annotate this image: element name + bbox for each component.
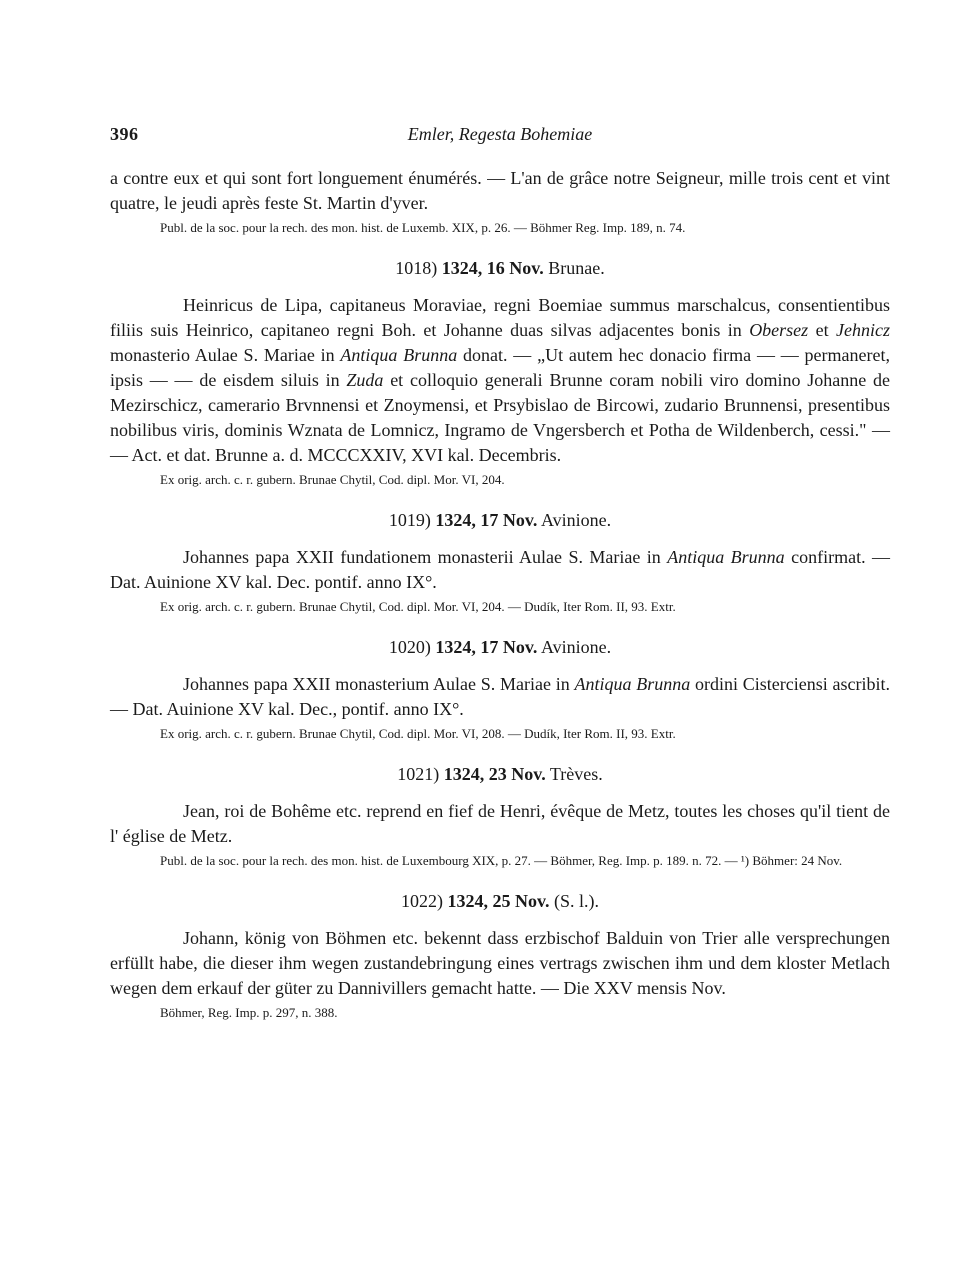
- entry-citation: Ex orig. arch. c. r. gubern. Brunae Chytil, Cod. dipl. Mor. VI, 204. — Dudík, Iter Rom. II, 93. Extr.: [160, 599, 676, 614]
- entry-text: [110, 799, 890, 849]
- page-number: 396: [110, 124, 139, 144]
- continuation-text: a contre eux et qui sont fort longuement énumérés. — L'an de grâce notre Seigneur, mille trois cent et vint quatre, le jeudi après feste St. Martin d'yver.: [110, 168, 890, 213]
- entry-text-part: confirmat. — Dat. Auinione XV kal. Dec. pontif. anno IX°.: [110, 547, 890, 592]
- regest-entry-1019: [110, 510, 890, 615]
- entry-text-part: et: [808, 320, 836, 340]
- regest-entry-1020: [110, 637, 890, 742]
- entry-text: [110, 926, 890, 1001]
- place-name-italic: Antiqua Brunna: [667, 547, 785, 567]
- entry-number: 1019): [388, 510, 431, 530]
- entry-citation: Ex orig. arch. c. r. gubern. Brunae Chytil, Cod. dipl. Mor. VI, 204.: [160, 472, 505, 487]
- regest-entry-1022: [110, 891, 890, 1021]
- place-name-italic: Obersez: [749, 320, 809, 340]
- entry-place: Avinione.: [540, 637, 612, 657]
- entry-text-part: Jean, roi de Bohême etc. reprend en fief de Henri, évêque de Metz, toutes les choses qu'il tient de l' église de Metz.: [110, 801, 890, 846]
- entry-date: 1324, 23 Nov.: [443, 764, 546, 784]
- entry-text: [110, 672, 890, 722]
- place-name-italic: Jehnicz: [836, 320, 890, 340]
- entry-text: [110, 293, 890, 468]
- entry-text: [110, 545, 890, 595]
- entry-text-part: et colloquio generali Brunne coram nobili viro domino Johanne de Mezirschicz, camerario Brvnnensi et Znoymensi, et Prsybislao de Bircowi, zudario Brunnensi, presentibus nobilibus viris, dominis Wznata de Lomnicz, Ingramo de Vngersberch et Potha de Wildenberch, cessi." — — Act. et dat. Brunne a. d. MCCCXXIV, XVI kal. Decembris.: [110, 370, 891, 465]
- entry-place: Trèves.: [549, 764, 603, 784]
- entry-text-part: Heinricus de Lipa, capitaneus Moraviae, regni Boemiae summus marschalcus, consentientibus filiis suis Heinrico, capitaneo regni Boh. et Johanne duas silvas adjacentes bonis in: [110, 295, 890, 340]
- entry-number: 1021): [397, 764, 440, 784]
- entry-text-part: Johann, könig von Böhmen etc. bekennt dass erzbischof Balduin von Trier alle versprechungen erfüllt habe, die dieser ihm wegen zustandebringung eines vertrags zwischen ihm und dem kloster Metlach wegen dem erkauf der güter zu Dannivillers gemacht hatte. — Die XXV mensis Nov.: [110, 928, 890, 998]
- entry-place: (S. l.).: [554, 891, 599, 911]
- entry-text-part: donat. — „Ut autem hec donacio firma — — permaneret, ipsis — — de eisdem siluis in: [110, 345, 890, 390]
- entry-heading: [110, 764, 890, 785]
- entry-date: 1324, 17 Nov.: [435, 637, 538, 657]
- entry-citation: Böhmer, Reg. Imp. p. 297, n. 388.: [160, 1005, 338, 1020]
- regest-entry-1018: [110, 258, 890, 488]
- document-page: [110, 122, 890, 1021]
- entry-number: 1022): [400, 891, 443, 911]
- running-title: Emler, Regesta Bohemiae: [407, 124, 593, 144]
- entry-heading: [110, 891, 890, 912]
- entry-citation: Ex orig. arch. c. r. gubern. Brunae Chytil, Cod. dipl. Mor. VI, 208. — Dudík, Iter Rom. II, 93. Extr.: [160, 726, 676, 741]
- entry-heading: [110, 510, 890, 531]
- entry-place: Avinione.: [540, 510, 612, 530]
- entry-number: 1020): [388, 637, 431, 657]
- entry-heading: [110, 258, 890, 279]
- entry-text-part: ordini Cisterciensi ascribit. — Dat. Auinione XV kal. Dec., pontif. anno IX°.: [110, 674, 890, 719]
- entry-date: 1324, 16 Nov.: [441, 258, 544, 278]
- entry-citation: Publ. de la soc. pour la rech. des mon. hist. de Luxembourg XIX, p. 27. — Böhmer, Reg. Imp. p. 189. n. 72. — ¹) Böhmer: 24 Nov.: [160, 853, 843, 868]
- entry-place: Brunae.: [548, 258, 605, 278]
- page-header: [110, 122, 890, 152]
- entry-text-part: Johannes papa XXII monasterium Aulae S. Mariae in: [183, 674, 575, 694]
- place-name-italic: Antiqua Brunna: [574, 674, 691, 694]
- place-name-italic: Antiqua Brunna: [340, 345, 458, 365]
- entry-heading: [110, 637, 890, 658]
- entry-date: 1324, 25 Nov.: [447, 891, 550, 911]
- entry-text-part: Johannes papa XXII fundationem monasterii Aulae S. Mariae in: [183, 547, 668, 567]
- place-name-italic: Zuda: [346, 370, 384, 390]
- regest-entry-1021: [110, 764, 890, 869]
- entry-number: 1018): [395, 258, 438, 278]
- entry-date: 1324, 17 Nov.: [435, 510, 538, 530]
- entry-text-part: monasterio Aulae S. Mariae in: [110, 345, 341, 365]
- continuation-citation: Publ. de la soc. pour la rech. des mon. hist. de Luxemb. XIX, p. 26. — Böhmer Reg. Imp. 189, n. 74.: [160, 220, 686, 235]
